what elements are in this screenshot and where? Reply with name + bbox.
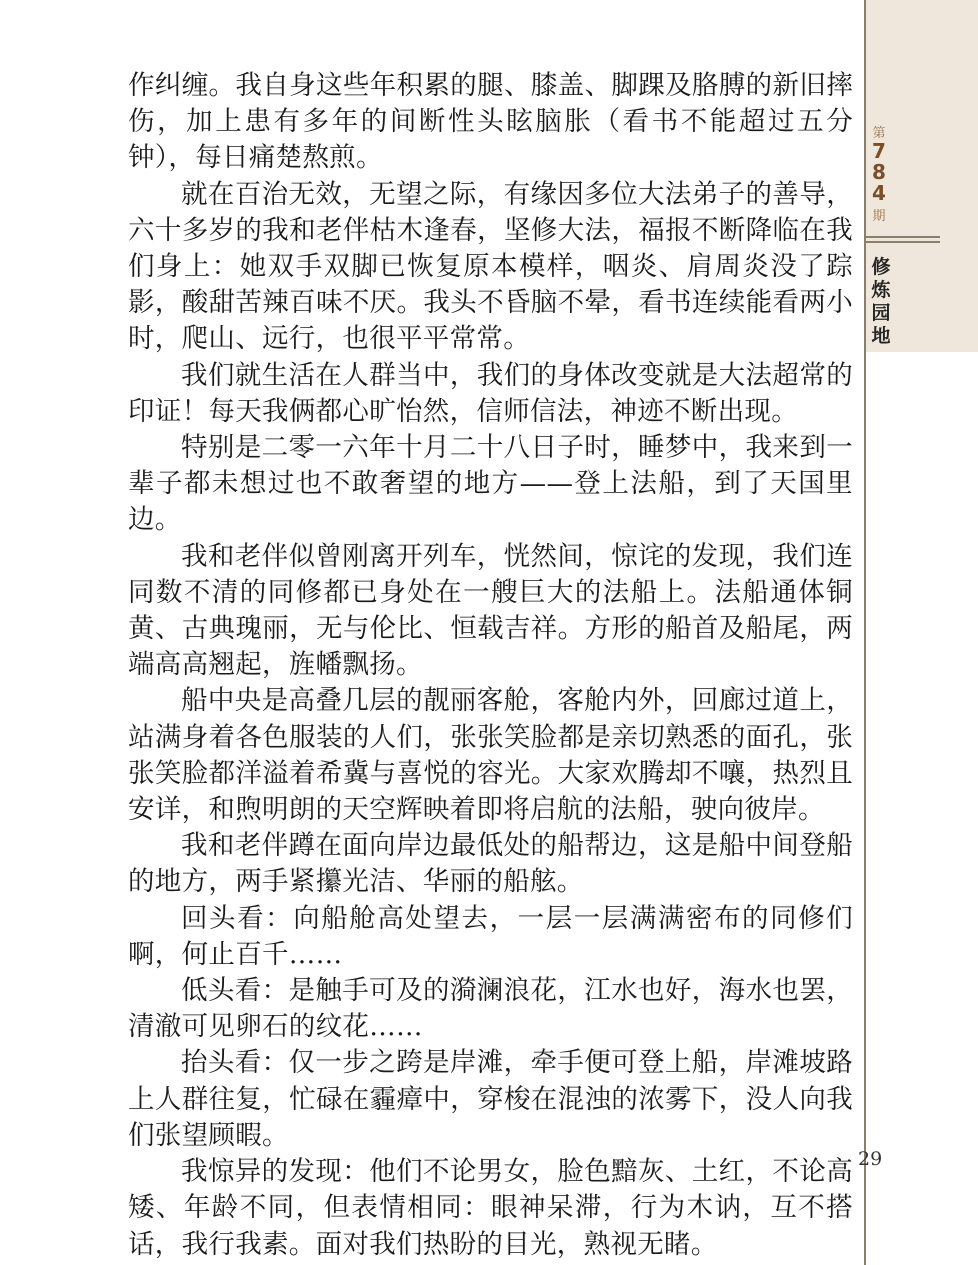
- article-body: [128, 68, 853, 1263]
- paragraph: 我和老伴蹲在面向岸边最低处的船帮边，这是船中间登船的地方，两手紧攥光洁、华丽的船舷。: [128, 830, 853, 898]
- page-number: 29: [858, 1148, 883, 1170]
- issue-suffix: 期: [872, 209, 886, 224]
- paragraph: 抬头看：仅一步之跨是岸滩，牵手便可登上船，岸滩坡路上人群往复，忙碌在霾瘴中，穿梭在混浊的浓雾下，没人向我们张望顾暇。: [128, 1047, 853, 1151]
- paragraph: 特别是二零一六年十月二十八日子时，睡梦中，我来到一辈子都未想过也不敢奢望的地方——登上法船，到了天国里边。: [128, 432, 853, 536]
- margin-rule: [864, 0, 866, 1265]
- paragraph: 回头看：向船舱高处望去，一层一层满满密布的同修们啊，何止百千……: [128, 902, 853, 970]
- paragraph: 我们就生活在人群当中，我们的身体改变就是大法超常的印证！每天我俩都心旷怡然，信师信法，神迹不断出现。: [128, 359, 853, 427]
- paragraph: 我惊异的发现：他们不论男女，脸色黯灰、土红，不论高矮、年龄不同，但表情相同：眼神呆滞，行为木讷，互不搭话，我行我素。面对我们热盼的目光，熟视无睹。: [128, 1156, 853, 1260]
- issue-prefix: 第: [872, 126, 886, 141]
- side-divider-top: [866, 236, 940, 238]
- side-divider-bottom: [866, 241, 940, 243]
- paragraph: 我和老伴似曾刚离开列车，恍然间，惊诧的发现，我们连同数不清的同修都已身处在一艘巨大的法船上。法船通体铜黄、古典瑰丽，无与伦比、恒载吉祥。方形的船首及船尾，两端高高翘起，旌幡飘扬。: [128, 540, 853, 681]
- section-title: 修炼园地: [871, 256, 891, 347]
- paragraph: 船中央是高叠几层的靓丽客舱，客舱内外，回廊过道上，站满身着各色服装的人们，张张笑脸都是亲切熟悉的面孔，张张笑脸都洋溢着希冀与喜悦的容光。大家欢腾却不嚷，热烈且安详，和煦明朗的天空辉映着即将启航的法船，驶向彼岸。: [128, 685, 853, 826]
- paragraph: 低头看：是触手可及的漪澜浪花，江水也好，海水也罢，清澈可见卵石的纹花……: [128, 975, 853, 1043]
- paragraph: 作纠缠。我自身这些年积累的腿、膝盖、脚踝及胳膊的新旧摔伤，加上患有多年的间断性头眩脑胀（看书不能超过五分钟），每日痛楚熬煎。: [128, 70, 853, 174]
- issue-number: 784: [872, 139, 886, 205]
- paragraph: 就在百治无效，无望之际，有缘因多位大法弟子的善导，六十多岁的我和老伴枯木逢春，坚修大法，福报不断降临在我们身上：她双手双脚已恢复原本模样，咽炎、肩周炎没了踪影，酸甜苦辣百味不厌。我头不昏脑不晕，看书连续能看两小时，爬山、远行，也很平平常常。: [128, 178, 853, 355]
